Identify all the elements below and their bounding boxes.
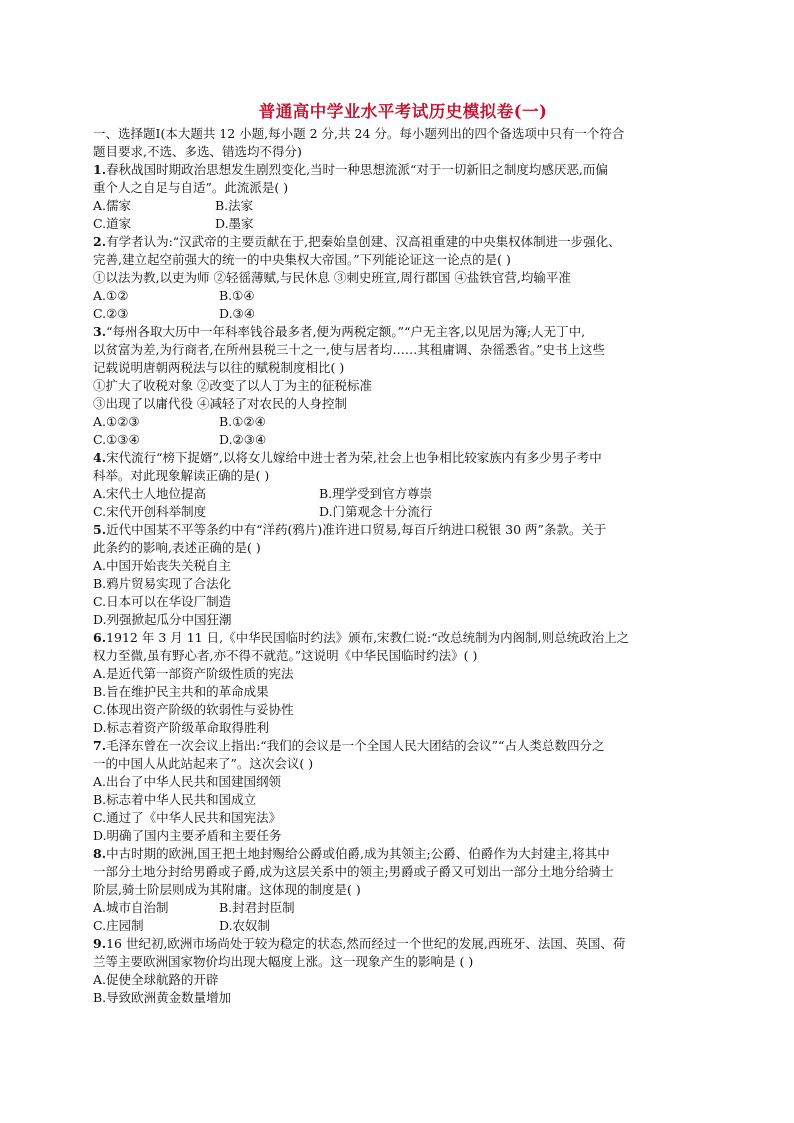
- option-row: [93, 431, 713, 449]
- question-stem-line: 此条约的影响,表述正确的是( ): [93, 540, 261, 555]
- question-stem-line: 一的中国人从此站起来了”。这次会议( ): [93, 756, 314, 771]
- question-stem-line: 以贫富为差,为行商者,在所州县税三十之一,使与居者均……其租庸调、杂徭悉省。”史书上这些: [93, 342, 606, 357]
- section-instructions-line-2: 题目要求,不选、多选、错选均不得分): [93, 144, 302, 159]
- statement-items: ①以法为教,以吏为师 ②轻徭薄赋,与民休息 ③刺史班宣,周行郡国 ④盐铁官营,均输平准: [93, 270, 571, 285]
- option-c[interactable]: C.日本可以在华设厂制造: [93, 594, 232, 609]
- question-1: [93, 161, 713, 233]
- option-b[interactable]: B.标志着中华人民共和国成立: [93, 792, 257, 807]
- question-number: 2.: [93, 234, 107, 249]
- question-number: 1.: [93, 162, 107, 177]
- option-row: [93, 899, 713, 917]
- option-d[interactable]: D.门第观念十分流行: [319, 504, 433, 519]
- question-7: [93, 737, 713, 845]
- question-stem-line: 兰等主要欧洲国家物价均出现大幅度上涨。这一现象产生的影响是 ( ): [93, 954, 474, 969]
- question-number: 4.: [93, 450, 107, 465]
- question-stem-line: 完善,建立起空前强大的统一的中央集权大帝国。”下列能论证这一论点的是( ): [93, 252, 511, 267]
- question-2: [93, 233, 713, 323]
- option-b[interactable]: B.旨在维护民主共和的革命成果: [93, 684, 269, 699]
- option-a[interactable]: A.①②③: [93, 414, 140, 429]
- option-b[interactable]: B.导致欧洲黄金数量增加: [93, 990, 232, 1005]
- option-c[interactable]: C.②③: [93, 306, 129, 321]
- question-stem-line: 重个人之自足与自适”。此流派是( ): [93, 180, 289, 195]
- exam-title: 普通高中学业水平考试历史模拟卷(一): [258, 102, 548, 121]
- question-stem-line: 6.1912 年 3 月 11 日,《中华民国临时约法》颁布,宋教仁说:“改总统制为内阁制,则总统政治上之: [93, 630, 630, 645]
- option-row: [93, 197, 713, 215]
- section-instructions-line-1: 一、选择题Ⅰ(本大题共 12 小题,每小题 2 分,共 24 分。每小题列出的四个备选项中只有一个符合: [93, 126, 625, 141]
- question-4: [93, 449, 713, 521]
- exam-page: [93, 98, 713, 1007]
- option-b[interactable]: B.法家: [215, 198, 254, 213]
- statement-items: ①扩大了收税对象 ②改变了以人丁为主的征税标准: [93, 378, 372, 393]
- option-b[interactable]: B.①②④: [219, 414, 266, 429]
- question-stem-line: 一部分土地分封给男爵或子爵,成为这层关系中的领主;男爵或子爵又可划出一部分土地分给骑士: [93, 864, 614, 879]
- question-stem-line: 记载说明唐朝两税法与以往的赋税制度相比( ): [93, 360, 345, 375]
- question-6: [93, 629, 713, 737]
- option-c[interactable]: C.道家: [93, 216, 132, 231]
- option-row: [93, 503, 713, 521]
- question-stem-line: 科举。对此现象解读正确的是( ): [93, 468, 270, 483]
- question-stem-line: 3.“每州各取大历中一年科率钱谷最多者,便为两税定额。”“户无主客,以见居为簿;人无丁中,: [93, 324, 586, 339]
- option-a[interactable]: A.①②: [93, 288, 129, 303]
- option-row: [93, 485, 713, 503]
- question-number: 8.: [93, 846, 107, 861]
- question-number: 3.: [93, 324, 107, 339]
- question-stem-line: 2.有学者认为:“汉武帝的主要贡献在于,把秦始皇创建、汉高祖重建的中央集权体制进一步强化、: [93, 234, 621, 249]
- option-a[interactable]: A.促使全球航路的开辟: [93, 972, 219, 987]
- option-row: [93, 215, 713, 233]
- question-number: 5.: [93, 522, 107, 537]
- option-d[interactable]: D.墨家: [215, 216, 254, 231]
- option-c[interactable]: C.体现出资产阶级的软弱性与妥协性: [93, 702, 294, 717]
- option-c[interactable]: C.庄园制: [93, 918, 144, 933]
- option-d[interactable]: D.列强掀起瓜分中国狂潮: [93, 612, 232, 627]
- question-number: 9.: [93, 936, 107, 951]
- option-b[interactable]: B.鸦片贸易实现了合法化: [93, 576, 232, 591]
- question-8: [93, 845, 713, 935]
- option-c[interactable]: C.宋代开创科举制度: [93, 504, 207, 519]
- option-d[interactable]: D.标志着资产阶级革命取得胜利: [93, 720, 270, 735]
- question-stem-line: 5.近代中国某不平等条约中有“洋药(鸦片)准许进口贸易,每百斤纳进口税银 30 两”条款。关于: [93, 522, 607, 537]
- question-stem-line: 9.16 世纪初,欧洲市场尚处于较为稳定的状态,然而经过一个世纪的发展,西班牙、法国、英国、荷: [93, 936, 626, 951]
- option-a[interactable]: A.儒家: [93, 198, 132, 213]
- option-a[interactable]: A.出台了中华人民共和国建国纲领: [93, 774, 282, 789]
- option-b[interactable]: B.①④: [219, 288, 255, 303]
- option-a[interactable]: A.是近代第一部资产阶级性质的宪法: [93, 666, 294, 681]
- question-stem-line: 4.宋代流行“榜下捉婿”,以将女儿嫁给中进士者为荣,社会上也争相比较家族内有多少男子考中: [93, 450, 602, 465]
- question-number: 6.: [93, 630, 107, 645]
- option-a[interactable]: A.城市自治制: [93, 900, 169, 915]
- option-d[interactable]: D.②③④: [219, 432, 267, 447]
- question-stem-line: 权力至微,虽有野心者,亦不得不就范。”这说明《中华民国临时约法》( ): [93, 648, 478, 663]
- option-d[interactable]: D.③④: [219, 306, 255, 321]
- option-row: [93, 413, 713, 431]
- option-c[interactable]: C.①③④: [93, 432, 140, 447]
- option-d[interactable]: D.明确了国内主要矛盾和主要任务: [93, 828, 282, 843]
- question-number: 7.: [93, 738, 107, 753]
- question-stem-line: 8.中古时期的欧洲,国王把土地封赐给公爵或伯爵,成为其领主;公爵、伯爵作为大封建主,将其中: [93, 846, 610, 861]
- option-row: [93, 917, 713, 935]
- option-row: [93, 287, 713, 305]
- statement-items: ③出现了以庸代役 ④减轻了对农民的人身控制: [93, 396, 347, 411]
- option-d[interactable]: D.农奴制: [219, 918, 271, 933]
- question-stem-line: 阶层,骑士阶层则成为其附庸。这体现的制度是( ): [93, 882, 361, 897]
- option-a[interactable]: A.中国开始丧失关税自主: [93, 558, 232, 573]
- question-9: [93, 935, 713, 1007]
- question-stem-line: 1.春秋战国时期政治思想发生剧烈变化,当时一种思想流派“对于一切新旧之制度均感厌恶,而偏: [93, 162, 608, 177]
- option-c[interactable]: C.通过了《中华人民共和国宪法》: [93, 810, 282, 825]
- option-b[interactable]: B.封君封臣制: [219, 900, 295, 915]
- option-b[interactable]: B.理学受到官方尊崇: [319, 486, 433, 501]
- question-stem-line: 7.毛泽东曾在一次会议上指出:“我们的会议是一个全国人民大团结的会议”“占人类总数四分之: [93, 738, 605, 753]
- option-a[interactable]: A.宋代士人地位提高: [93, 486, 207, 501]
- question-5: [93, 521, 713, 629]
- question-3: [93, 323, 713, 449]
- option-row: [93, 305, 713, 323]
